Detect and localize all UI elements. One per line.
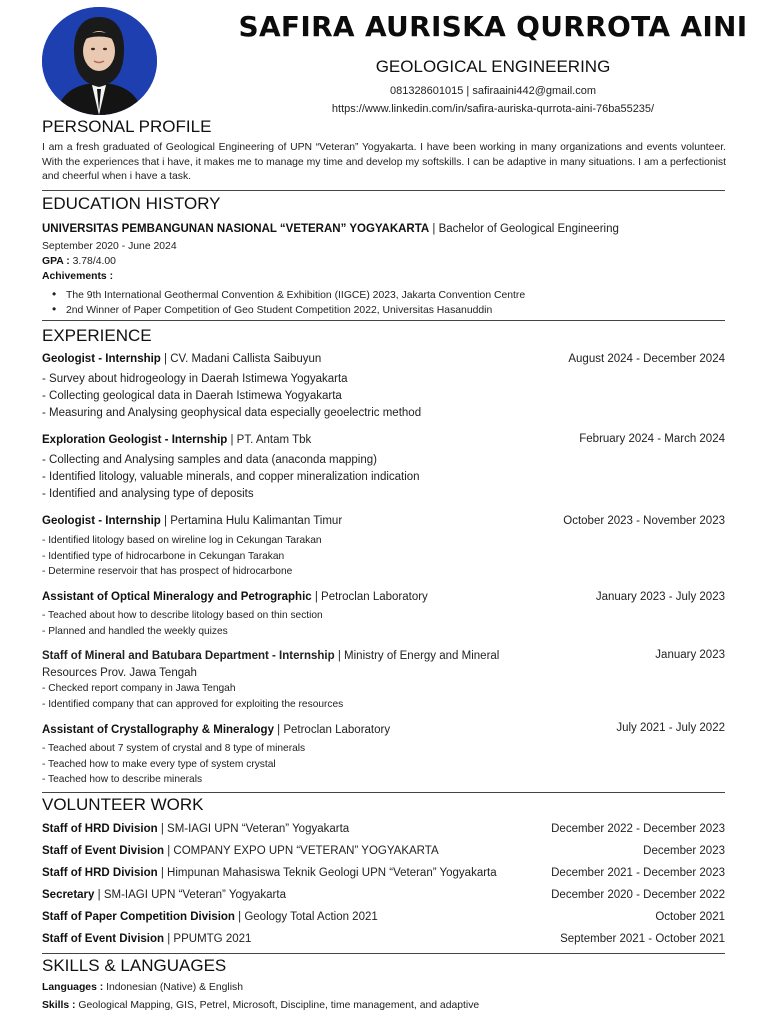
list-item: - Teached how to make every type of system crystal — [42, 758, 276, 770]
experience-item-date: July 2021 - July 2022 — [616, 722, 725, 734]
volunteer-item-date: December 2022 - December 2023 — [551, 823, 725, 835]
contact-info: 081328601015 | safiraaini442@gmail.com — [389, 85, 597, 97]
list-item: - Survey about hidrogeology in Daerah Istimewa Yogyakarta — [42, 373, 348, 385]
gpa-label: GPA : — [42, 256, 70, 267]
list-item: - Identified litology, valuable minerals, and copper mineralization indication — [42, 471, 420, 483]
volunteer-item: Staff of HRD Division | SM-IAGI UPN “Veteran” Yogyakarta — [42, 823, 350, 835]
person-photo-icon — [42, 7, 157, 115]
experience-item-points — [42, 535, 322, 582]
volunteer-item-date: October 2021 — [655, 911, 725, 923]
degree: | Bachelor of Geological Engineering — [429, 223, 619, 235]
experience-item-points — [42, 683, 343, 714]
linkedin-link[interactable]: https://www.linkedin.com/in/safira-auriska-qurrota-aini-76ba55235/ — [331, 103, 655, 115]
experience-item-title: Assistant of Optical Mineralogy and Petrographic | Petroclan Laboratory — [42, 591, 428, 603]
experience-item-date: August 2024 - December 2024 — [568, 353, 725, 365]
achievements-label: Achivements : — [42, 271, 114, 282]
languages-line: Languages : Indonesian (Native) & English — [42, 982, 243, 993]
experience-item-title: Geologist - Internship | CV. Madani Callista Saibuyun — [42, 353, 322, 365]
gpa-value: 3.78/4.00 — [69, 256, 116, 267]
experience-item-points — [42, 743, 305, 790]
volunteer-item: Staff of HRD Division | Himpunan Mahasiswa Teknik Geologi UPN “Veteran” Yogyakarta — [42, 867, 497, 879]
profile-photo — [42, 7, 157, 115]
education-school-line — [42, 223, 619, 235]
list-item: - Measuring and Analysing geophysical data especially geoelectric method — [42, 407, 422, 419]
list-item: - Teached how to describe minerals — [42, 774, 203, 785]
volunteer-item-date: September 2021 - October 2021 — [560, 933, 725, 945]
candidate-field: GEOLOGICAL ENGINEERING — [375, 57, 611, 76]
volunteer-item-date: December 2023 — [643, 845, 725, 857]
list-item: - Collecting and Analysing samples and data (anaconda mapping) — [42, 454, 377, 466]
experience-item-title: Exploration Geologist - Internship | PT. Antam Tbk — [42, 434, 312, 446]
skills-heading: SKILLS & LANGUAGES — [42, 956, 227, 975]
profile-heading: PERSONAL PROFILE — [42, 117, 212, 136]
volunteer-item: Staff of Event Division | PPUMTG 2021 — [42, 933, 252, 945]
experience-item-points — [42, 610, 323, 641]
list-item: - Identified company that can approved for exploiting the resources — [42, 698, 344, 710]
volunteer-item-date: December 2020 - December 2022 — [551, 889, 725, 901]
experience-item-date: February 2024 - March 2024 — [579, 433, 725, 445]
volunteer-item: Secretary | SM-IAGI UPN “Veteran” Yogyakarta — [42, 889, 286, 901]
volunteer-item: Staff of Event Division | COMPANY EXPO UPN “VETERAN” YOGYAKARTA — [42, 845, 439, 857]
achievements-list — [52, 287, 525, 317]
skills-line: Skills : Geological Mapping, GIS, Petrel, Microsoft, Discipline, time management, and adaptive — [42, 1000, 480, 1011]
experience-heading: EXPERIENCE — [42, 326, 152, 345]
education-heading: EDUCATION HISTORY — [42, 194, 221, 213]
education-dates: September 2020 - June 2024 — [42, 241, 177, 252]
candidate-name: SAFIRA AURISKA QURROTA AINI — [238, 10, 748, 43]
experience-item-title: Staff of Mineral and Batubara Department - Internship | Ministry of Energy and Mineral Resources Prov. Jawa Tengah — [42, 650, 500, 679]
list-item: • The 9th International Geothermal Convention & Exhibition (IIGCE) 2023, Jakarta Convention Centre — [52, 287, 525, 302]
section-divider — [42, 190, 725, 191]
list-item: - Determine reservoir that has prospect of hidrocarbone — [42, 566, 293, 577]
experience-item-date: January 2023 - July 2023 — [595, 591, 725, 603]
list-item: - Teached about 7 system of crystal and 8 type of minerals — [42, 743, 306, 754]
experience-item-points — [42, 373, 421, 424]
profile-text: I am a fresh graduated of Geological Engineering of UPN “Veteran” Yogyakarta. I have been working in many organizations and events volunteer. With the experiences that i have, it makes me to manage my time and develop my softskills. I can be adaptive in many situations. I am a perfectionist and cheerful when i have a task. — [42, 142, 726, 182]
experience-item-points — [42, 454, 420, 505]
list-item: - Checked report company in Jawa Tengah — [42, 683, 236, 694]
list-item: - Identified type of hidrocarbone in Cekungan Tarakan — [42, 550, 285, 562]
list-item: - Identified and analysing type of deposits — [42, 488, 254, 500]
section-divider — [42, 320, 725, 321]
list-item: - Identified litology based on wireline log in Cekungan Tarakan — [42, 535, 322, 546]
experience-item-title: Geologist - Internship | Pertamina Hulu Kalimantan Timur — [42, 515, 343, 527]
list-item: • 2nd Winner of Paper Competition of Geo Student Competition 2022, Universitas Hasanuddin — [52, 302, 525, 317]
experience-item-date: January 2023 — [655, 649, 725, 661]
list-item: - Planned and handled the weekly quizes — [42, 625, 228, 637]
section-divider — [42, 792, 725, 793]
volunteer-item-date: December 2021 - December 2023 — [551, 867, 725, 879]
volunteer-item: Staff of Paper Competition Division | Geology Total Action 2021 — [42, 911, 378, 923]
experience-item-title: Assistant of Crystallography & Mineralogy | Petroclan Laboratory — [42, 724, 391, 736]
school-name: UNIVERSITAS PEMBANGUNAN NASIONAL “VETERAN” YOGYAKARTA — [42, 223, 430, 235]
experience-item-date: October 2023 - November 2023 — [563, 515, 725, 527]
section-divider — [42, 953, 725, 954]
volunteer-heading: VOLUNTEER WORK — [42, 795, 204, 814]
list-item: - Collecting geological data in Daerah Istimewa Yogyakarta — [42, 390, 342, 402]
list-item: - Teached about how to describe litology based on thin section — [42, 610, 323, 621]
gpa-line — [42, 256, 116, 267]
